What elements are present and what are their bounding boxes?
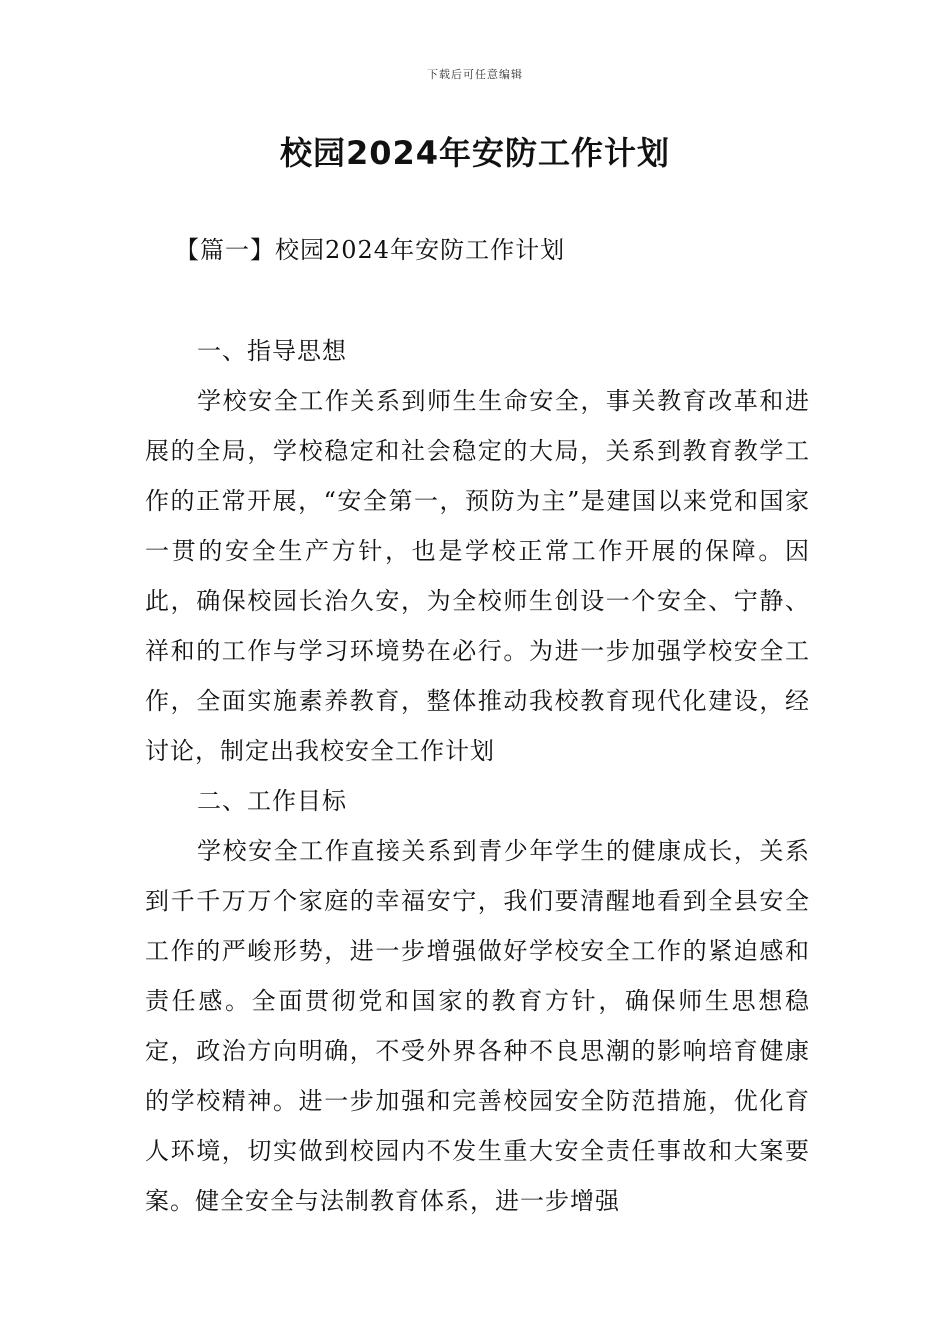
header-note: 下载后可任意编辑	[427, 68, 523, 81]
heading-guiding-ideology: 一、指导思想	[197, 337, 347, 365]
document-title: 校园2024年安防工作计划	[279, 134, 671, 172]
paragraph-work-goals: 学校安全工作直接关系到青少年学生的健康成长，关系到千千万万个家庭的幸福安宁，我们要清醒地看到全县安全工作的严峻形势，进一步增强做好学校安全工作的紧迫感和责任感。全面贯彻党和国家的教育方针，确保师生思想稳定，政治方向明确，不受外界各种不良思潮的影响培育健康的学校精神。进一步加强和完善校园安全防范措施，优化育人环境，切实做到校园内不发生重大安全责任事故和大案要案。健全安全与法制教育体系，进一步增强	[145, 837, 810, 1215]
heading-work-goals: 二、工作目标	[197, 787, 347, 815]
paragraph-guiding-ideology: 学校安全工作关系到师生生命安全，事关教育改革和进展的全局，学校稳定和社会稳定的大局，关系到教育教学工作的正常开展，“安全第一，预防为主”是建国以来党和国家一贯的安全生产方针，也是学校正常工作开展的保障。因此，确保校园长治久安，为全校师生创设一个安全、宁静、祥和的工作与学习环境势在必行。为进一步加强学校安全工作，全面实施素养教育，整体推动我校教育现代化建设，经讨论，制定出我校安全工作计划	[145, 387, 810, 765]
section-title: 【篇一】校园2024年安防工作计划	[175, 236, 566, 264]
